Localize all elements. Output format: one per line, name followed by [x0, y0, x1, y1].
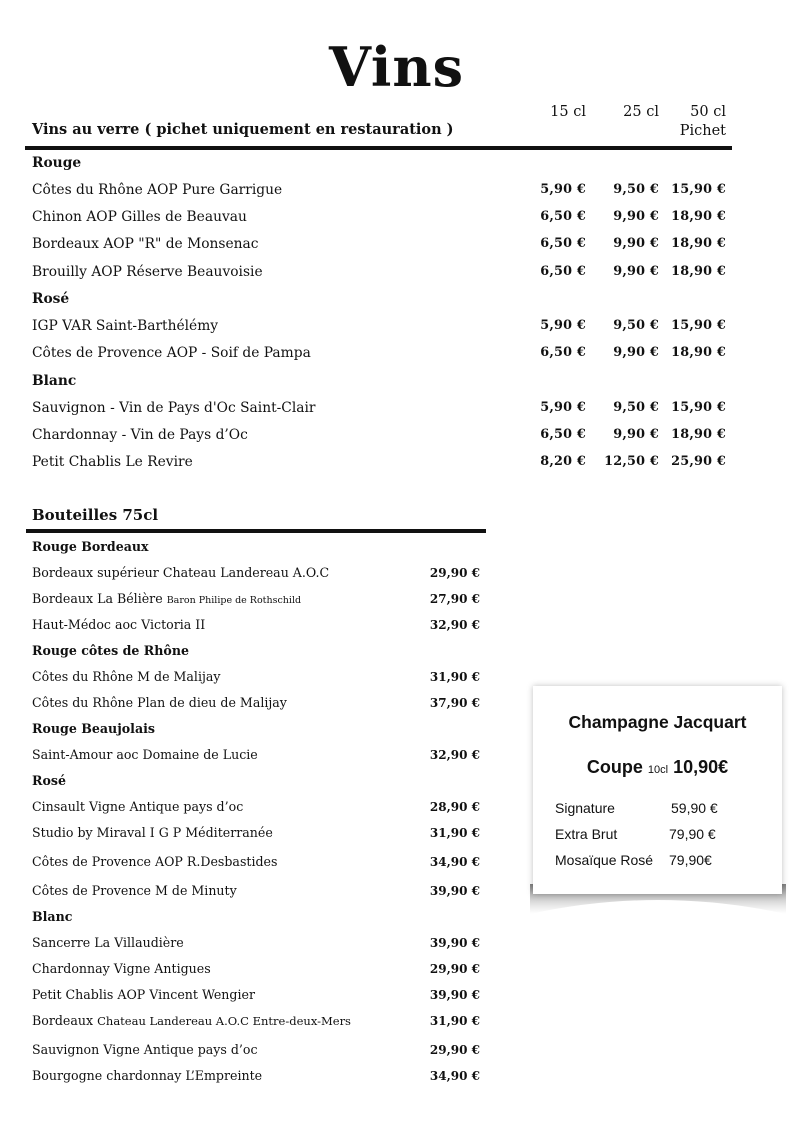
bottle-item: [32, 615, 205, 635]
glass-price: 9,90 €: [613, 264, 659, 279]
glass-price: 9,50 €: [613, 182, 659, 197]
wine-name: Chardonnay - Vin de Pays d’Oc: [32, 427, 248, 443]
champagne-item-name: Extra Brut: [555, 826, 618, 842]
bottle-price: 34,90 €: [429, 1069, 480, 1083]
champagne-title: Champagne Jacquart: [568, 712, 747, 732]
bottle-price: 39,90 €: [429, 936, 480, 950]
glass-price: 9,90 €: [613, 427, 659, 442]
section-divider: [26, 529, 486, 533]
bottle-name: Petit Chablis AOP Vincent Wengier: [32, 987, 255, 1002]
bottle-price: 29,90 €: [429, 962, 480, 976]
bottle-note: Chateau Landereau A.O.C Entre-deux-Mers: [97, 1014, 351, 1028]
wine-name: Côtes du Rhône AOP Pure Garrigue: [32, 182, 283, 198]
bottle-note: Baron Philipe de Rothschild: [166, 595, 302, 606]
bottle-name: Saint-Amour aoc Domaine de Lucie: [32, 747, 258, 762]
glass-price: 18,90 €: [671, 264, 726, 279]
wine-name: Petit Chablis Le Revire: [32, 454, 193, 470]
wine-name: IGP VAR Saint-Barthélémy: [32, 318, 219, 334]
coupe-price: 10,90€: [673, 757, 729, 777]
glass-price: 9,90 €: [613, 236, 659, 251]
glass-price: 5,90 €: [540, 400, 586, 415]
glass-price: 6,50 €: [540, 264, 586, 279]
bottle-name: Côtes de Provence M de Minuty: [32, 883, 237, 898]
bottle-category: Rouge Bordeaux: [32, 539, 149, 554]
bottle-item: [32, 823, 273, 843]
bottle-name: Studio by Miraval I G P Méditerranée: [32, 825, 273, 840]
bottle-category: Rouge Beaujolais: [32, 721, 155, 736]
bottle-item: [32, 589, 301, 609]
bottle-category: Rouge côtes de Rhône: [32, 643, 189, 658]
by-glass-heading: Vins au verre ( pichet uniquement en restauration ): [32, 121, 454, 138]
glass-price: 15,90 €: [671, 318, 726, 333]
bottle-name: Côtes du Rhône Plan de dieu de Malijay: [32, 695, 287, 710]
bottle-price: 31,90 €: [429, 826, 480, 840]
bottle-item: [32, 797, 243, 817]
glass-price: 18,90 €: [671, 427, 726, 442]
page-title: Vins: [328, 35, 465, 99]
coupe-size: 10cl: [647, 764, 669, 776]
bottle-name: Côtes de Provence AOP R.Desbastides: [32, 854, 278, 869]
bottle-item: [32, 881, 237, 901]
bottle-item: [32, 959, 211, 979]
glass-price: 25,90 €: [671, 454, 726, 469]
glass-price: 6,50 €: [540, 427, 586, 442]
column-25cl: 25 cl: [623, 104, 659, 120]
bottle-item: [32, 563, 329, 583]
bottle-item: [32, 933, 184, 953]
bottle-item: [32, 852, 277, 872]
bottle-price: 31,90 €: [429, 670, 480, 684]
champagne-item-name: Signature: [555, 800, 615, 816]
coupe-label: Coupe: [586, 757, 643, 777]
bottle-price: 34,90 €: [429, 855, 480, 869]
coupe-line: [533, 757, 782, 778]
bottle-price: 31,90 €: [429, 1014, 480, 1028]
wine-name: Sauvignon - Vin de Pays d'Oc Saint-Clair: [32, 400, 316, 416]
column-pichet: Pichet: [679, 123, 726, 139]
glass-price: 18,90 €: [671, 236, 726, 251]
bottle-price: 28,90 €: [429, 800, 480, 814]
bottle-name: Sauvignon Vigne Antique pays d’oc: [32, 1042, 258, 1057]
wine-name: Côtes de Provence AOP - Soif de Pampa: [32, 345, 311, 361]
glass-price: 9,90 €: [613, 209, 659, 224]
glass-price: 12,50 €: [604, 454, 659, 469]
bottle-name: Cinsault Vigne Antique pays d’oc: [32, 799, 244, 814]
wine-name: Chinon AOP Gilles de Beauvau: [32, 209, 247, 225]
champagne-item-name: Mosaïque Rosé: [555, 852, 654, 868]
wine-name: Brouilly AOP Réserve Beauvoisie: [32, 264, 263, 280]
bottle-price: 29,90 €: [429, 1043, 480, 1057]
category-rouge: Rouge: [32, 155, 82, 171]
champagne-card: [533, 686, 782, 894]
bottle-price: 32,90 €: [429, 618, 480, 632]
bottle-name: Bordeaux: [32, 1013, 94, 1028]
bottles-heading: Bouteilles 75cl: [32, 506, 159, 524]
bottle-name: Bourgogne chardonnay L’Empreinte: [32, 1068, 263, 1083]
glass-price: 5,90 €: [540, 182, 586, 197]
glass-price: 6,50 €: [540, 209, 586, 224]
glass-price: 9,90 €: [613, 345, 659, 360]
bottle-name: Haut-Médoc aoc Victoria II: [32, 617, 206, 632]
bottle-price: 39,90 €: [429, 884, 480, 898]
bottle-name: Bordeaux La Bélière: [32, 591, 163, 606]
glass-price: 9,50 €: [613, 400, 659, 415]
bottle-name: Sancerre La Villaudière: [32, 935, 184, 950]
champagne-item-price: 79,90 €: [669, 826, 716, 842]
glass-price: 8,20 €: [540, 454, 586, 469]
bottle-item: [32, 1040, 258, 1060]
bottle-category: Rosé: [32, 773, 66, 788]
bottle-item: [32, 1066, 262, 1086]
glass-price: 9,50 €: [613, 318, 659, 333]
glass-price: 18,90 €: [671, 345, 726, 360]
category-rose: Rosé: [32, 291, 70, 307]
bottle-name: Bordeaux supérieur Chateau Landereau A.O.C: [32, 565, 330, 580]
champagne-item-price: 59,90 €: [671, 800, 718, 816]
bottle-item: [32, 667, 221, 687]
glass-price: 6,50 €: [540, 236, 586, 251]
bottle-item: [32, 693, 287, 713]
bottle-price: 39,90 €: [429, 988, 480, 1002]
bottle-item: [32, 1011, 351, 1031]
category-blanc: Blanc: [32, 373, 77, 389]
wine-name: Bordeaux AOP "R" de Monsenac: [32, 236, 259, 252]
glass-price: 5,90 €: [540, 318, 586, 333]
section-divider: [25, 146, 732, 150]
column-50cl: 50 cl: [690, 104, 726, 120]
bottle-price: 37,90 €: [429, 696, 480, 710]
bottle-price: 27,90 €: [429, 592, 480, 606]
bottle-item: [32, 745, 258, 765]
bottle-price: 29,90 €: [429, 566, 480, 580]
bottle-name: Chardonnay Vigne Antigues: [32, 961, 211, 976]
glass-price: 18,90 €: [671, 209, 726, 224]
bottle-category: Blanc: [32, 909, 73, 924]
bottle-item: [32, 985, 255, 1005]
glass-price: 15,90 €: [671, 182, 726, 197]
glass-price: 6,50 €: [540, 345, 586, 360]
champagne-item-price: 79,90€: [669, 852, 712, 868]
bottle-name: Côtes du Rhône M de Malijay: [32, 669, 221, 684]
bottle-price: 32,90 €: [429, 748, 480, 762]
glass-price: 15,90 €: [671, 400, 726, 415]
column-15cl: 15 cl: [550, 104, 586, 120]
